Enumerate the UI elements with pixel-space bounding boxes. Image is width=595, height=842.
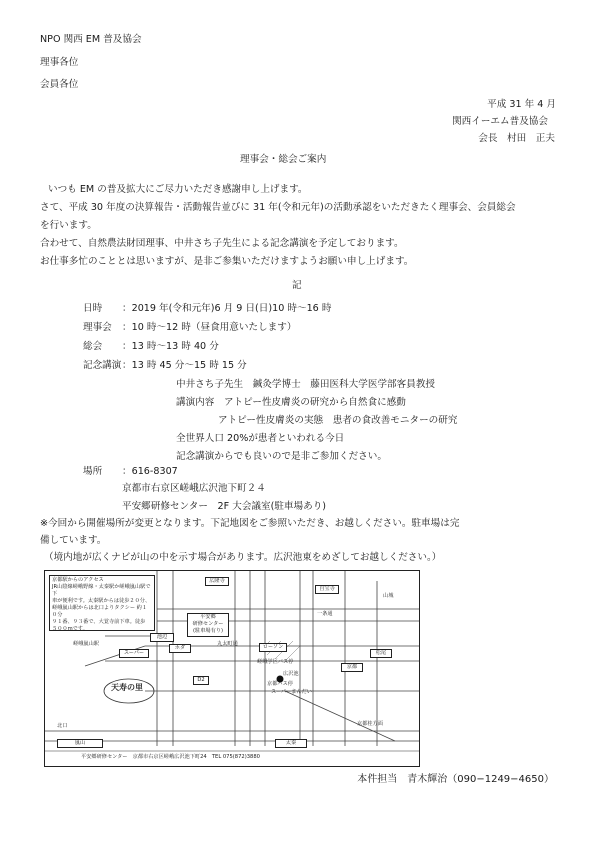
lecture-line-1: 中井さち子先生 鍼灸学博士 藤田医科大学医学部客員教授 bbox=[176, 379, 436, 390]
map-label-saga-station: 嵯峨嵐山駅 bbox=[73, 641, 99, 647]
map-label-ikebe: 池辺 bbox=[150, 633, 174, 642]
map-label-matsuo: 松尾 bbox=[370, 649, 392, 658]
map-label-uzumasa: 太秦 bbox=[275, 739, 307, 748]
access-map bbox=[44, 570, 420, 767]
recipient-members: 会員各位 bbox=[40, 79, 79, 90]
date-label: 日時 bbox=[83, 303, 103, 314]
map-label-d2: D2 bbox=[193, 676, 209, 685]
notice-line-3: （境内地が広くナビが山の中を示す場合があります。広沢池東をめざしてお越しください。） bbox=[44, 552, 442, 563]
map-label-bus1: 京都バス停 bbox=[267, 681, 293, 687]
heiankyo-sub1: 研修センター bbox=[192, 621, 224, 627]
map-label-saga-arashiyama: 嵐山 bbox=[57, 739, 103, 748]
notice-line-2: 備しています。 bbox=[40, 535, 107, 546]
sender-person: 会長 村田 正夫 bbox=[478, 133, 555, 144]
map-label-jizoin: 自宝寺 bbox=[315, 585, 339, 594]
access-line-2: JR山陰線嵯峨野線・太秦駅か嵯峨嵐山駅で下 bbox=[52, 584, 151, 597]
map-label-sanmyo: 山城 bbox=[383, 593, 394, 599]
heiankyo-name: 平安郷 bbox=[200, 614, 216, 620]
general-label: 総会 bbox=[83, 341, 103, 352]
map-label-ichijodori: 一条通 bbox=[317, 611, 333, 617]
access-line-4: 嵯峨嵐山駅からは北口よりタクシー 約１０分 bbox=[52, 605, 148, 618]
lecture-value: ：13 時 45 分〜15 時 15 分 bbox=[122, 360, 247, 371]
map-label-super: スーパー bbox=[119, 649, 149, 658]
board-label: 理事会 bbox=[83, 322, 112, 333]
contact: 本件担当 青木輝治（090−1249−4650） bbox=[357, 774, 554, 785]
body-line-1: いつも EM の普及拡大にご尽力いただき感謝申し上げます。 bbox=[48, 184, 308, 195]
map-label-kyoto: 京都 bbox=[341, 663, 363, 672]
access-line-1: 京都駅からのアクセス bbox=[52, 577, 104, 583]
map-label-heiankyo bbox=[187, 613, 229, 637]
body-line-4: 合わせて、自然農法財団理事、中井さち子先生による記念講演を予定しております。 bbox=[40, 238, 404, 249]
map-label-north: 北口 bbox=[57, 723, 68, 729]
access-info-box bbox=[49, 575, 155, 631]
general-value: ：13 時〜13 時 40 分 bbox=[122, 341, 219, 352]
recipient-board: 理事各位 bbox=[40, 57, 79, 68]
letter-date: 平成 31 年 4 月 bbox=[487, 99, 556, 110]
access-line-5: ９１番、９３番で、大覚寺前下車。徒歩 bbox=[52, 619, 146, 625]
notice-line-1: ※今回から開催場所が変更となります。下記地図をご参照いただき、お越しください。駐車場は完 bbox=[40, 518, 460, 529]
venue-name: 平安郷研修センター 2F 大会議室(駐車場あり) bbox=[122, 501, 327, 512]
venue-zip: ：616-8307 bbox=[122, 466, 178, 477]
map-label-kyoto-bus: 京都桂方面 bbox=[357, 721, 383, 727]
lecture-line-5: 記念講演からでも良いので是非ご参加ください。 bbox=[176, 451, 387, 462]
page-title: 理事会・総会ご案内 bbox=[240, 154, 327, 165]
map-label-hirosawa: 広沢池 bbox=[283, 671, 299, 677]
map-label-lawson: ローソン bbox=[259, 643, 287, 652]
map-label-superm: スーパーまんだい bbox=[271, 689, 312, 695]
lecture-line-3: アトピー性皮膚炎の実態 患者の食改善モニターの研究 bbox=[218, 415, 458, 426]
lecture-label: 記念講演 bbox=[83, 360, 122, 371]
map-footer: 平安郷研修センター 京都市右京区嵯峨広沢池下町24 TEL 075(872)3880 bbox=[81, 754, 260, 760]
board-value: ：10 時〜12 時（昼食用意いたします） bbox=[122, 322, 297, 333]
body-line-2: さて、平成 30 年度の決算報告・活動報告並びに 31 年(令和元年)の活動承認をいただきたく理事会、会員総会 bbox=[40, 202, 516, 213]
lecture-line-4: 全世界人口 20%が患者といわれる今日 bbox=[176, 433, 345, 444]
map-label-heianno-sato: 天寿の里 bbox=[111, 683, 143, 692]
body-line-5: お仕事多忙のこととは思いますが、是非ご参集いただけますようお願い申し上げます。 bbox=[40, 256, 414, 267]
sender-org: 関西イーエム普及協会 bbox=[452, 116, 548, 127]
venue-address: 京都市右京区嵯峨広沢池下町２４ bbox=[122, 483, 266, 494]
venue-label: 場所 bbox=[83, 466, 103, 477]
access-line-3: 車が便利です。太秦駅からは徒歩２０分、 bbox=[52, 598, 151, 604]
ki-heading: 記 bbox=[292, 280, 302, 291]
body-line-3: を行います。 bbox=[40, 220, 97, 231]
heiankyo-sub2: (駐車場有り) bbox=[193, 628, 223, 634]
map-label-marutamachi: 丸太町通 bbox=[217, 641, 238, 647]
lecture-line-2: 講演内容 アトピー性皮膚炎の研究から自然食に感動 bbox=[176, 397, 406, 408]
map-label-kouryuji: 広隆寺 bbox=[205, 577, 229, 586]
recipient-org: NPO 関西 EM 普及協会 bbox=[40, 34, 142, 45]
map-label-mode: ホダ bbox=[169, 644, 191, 653]
date-value: ：2019 年(令和元年)6 月 9 日(日)10 時〜16 時 bbox=[122, 303, 332, 314]
access-line-6: ５００mです。 bbox=[52, 626, 88, 632]
map-label-bus2: 嵯峨学区バス停 bbox=[257, 659, 294, 665]
